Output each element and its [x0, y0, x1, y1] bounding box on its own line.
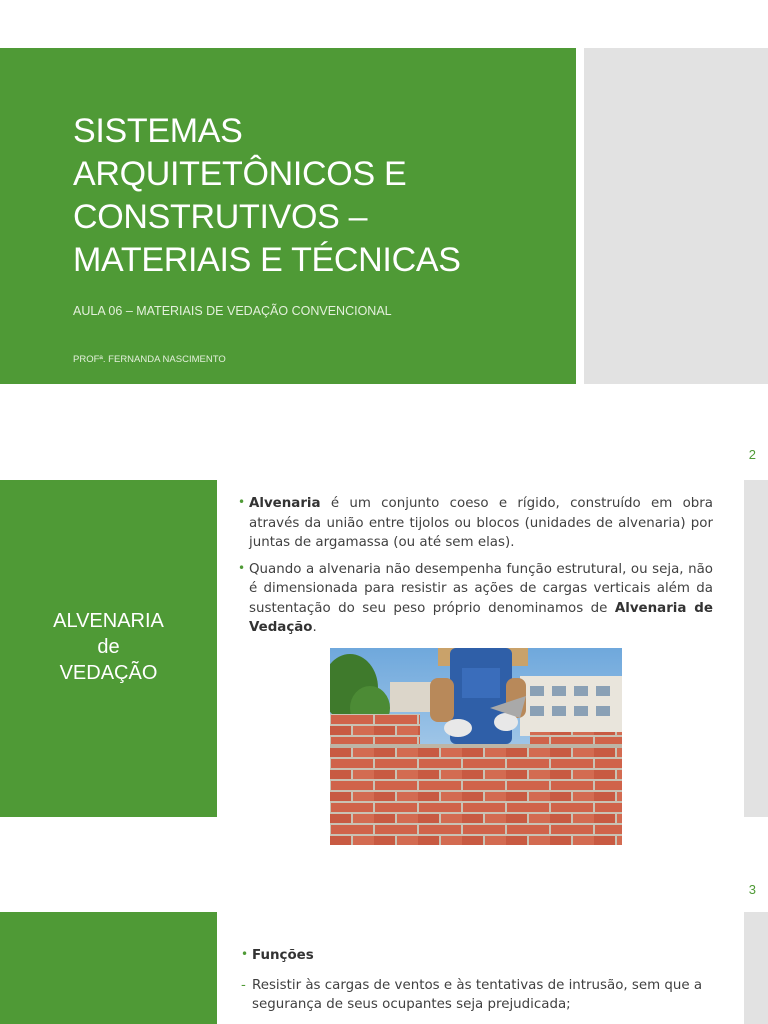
bullet-item — [238, 494, 713, 553]
bricklayer-photo-icon — [330, 648, 622, 845]
heading-text: Funções — [252, 948, 314, 963]
side-panel — [744, 912, 768, 1024]
title-line: MATERIAIS E TÉCNICAS — [73, 241, 461, 279]
bullet-text: é um conjunto coeso e rígido, construído em obra através da união entre tijolos ou blocos (unidades de alvenaria) por juntas de argamassa (ou até sem elas). — [249, 496, 713, 550]
section-title-line: VEDAÇÃO — [59, 662, 158, 684]
dash-icon: - — [241, 977, 246, 993]
section-title — [0, 608, 217, 686]
bullet-list — [238, 494, 713, 645]
title-line: ARQUITETÔNICOS E — [73, 155, 407, 193]
bold-term: Alvenaria — [249, 496, 321, 511]
bullet-tail: . — [312, 620, 317, 635]
bricklayer-photo — [330, 648, 622, 845]
slide-number: 3 — [748, 882, 756, 897]
bold-term: Alvenaria de Vedação — [249, 600, 713, 635]
function-text: Resistir às cargas de ventos e às tentativas de intrusão, sem que a segurança de seus ocupantes seja prejudicada; — [252, 977, 703, 1012]
functions-list — [241, 946, 719, 1015]
slide-number: 2 — [748, 447, 756, 462]
title-line: CONSTRUTIVOS – — [73, 198, 368, 236]
slide-title — [73, 110, 553, 282]
bullet-icon: • — [238, 560, 246, 575]
bullet-icon: • — [238, 495, 246, 509]
side-panel — [744, 480, 768, 817]
bullet-item — [238, 560, 713, 638]
slide-author: PROFª. FERNANDA NASCIMENTO — [73, 354, 226, 365]
function-item — [241, 976, 719, 1015]
slide-subtitle: AULA 06 – MATERIAIS DE VEDAÇÃO CONVENCIONAL — [73, 304, 392, 318]
title-line: SISTEMAS — [73, 112, 243, 150]
section-title-line: de — [97, 636, 120, 658]
bullet-text: Quando a alvenaria não desempenha função estrutural, ou seja, não é dimensionada para resistir as ações de cargas verticais além da sustentação do seu peso próprio denominamos de — [249, 561, 713, 616]
functions-heading — [241, 946, 719, 966]
title-slide-side-panel — [584, 48, 768, 384]
bullet-icon: • — [241, 947, 249, 961]
section-title-panel — [0, 912, 217, 1024]
section-title-line: ALVENARIA — [53, 610, 164, 632]
